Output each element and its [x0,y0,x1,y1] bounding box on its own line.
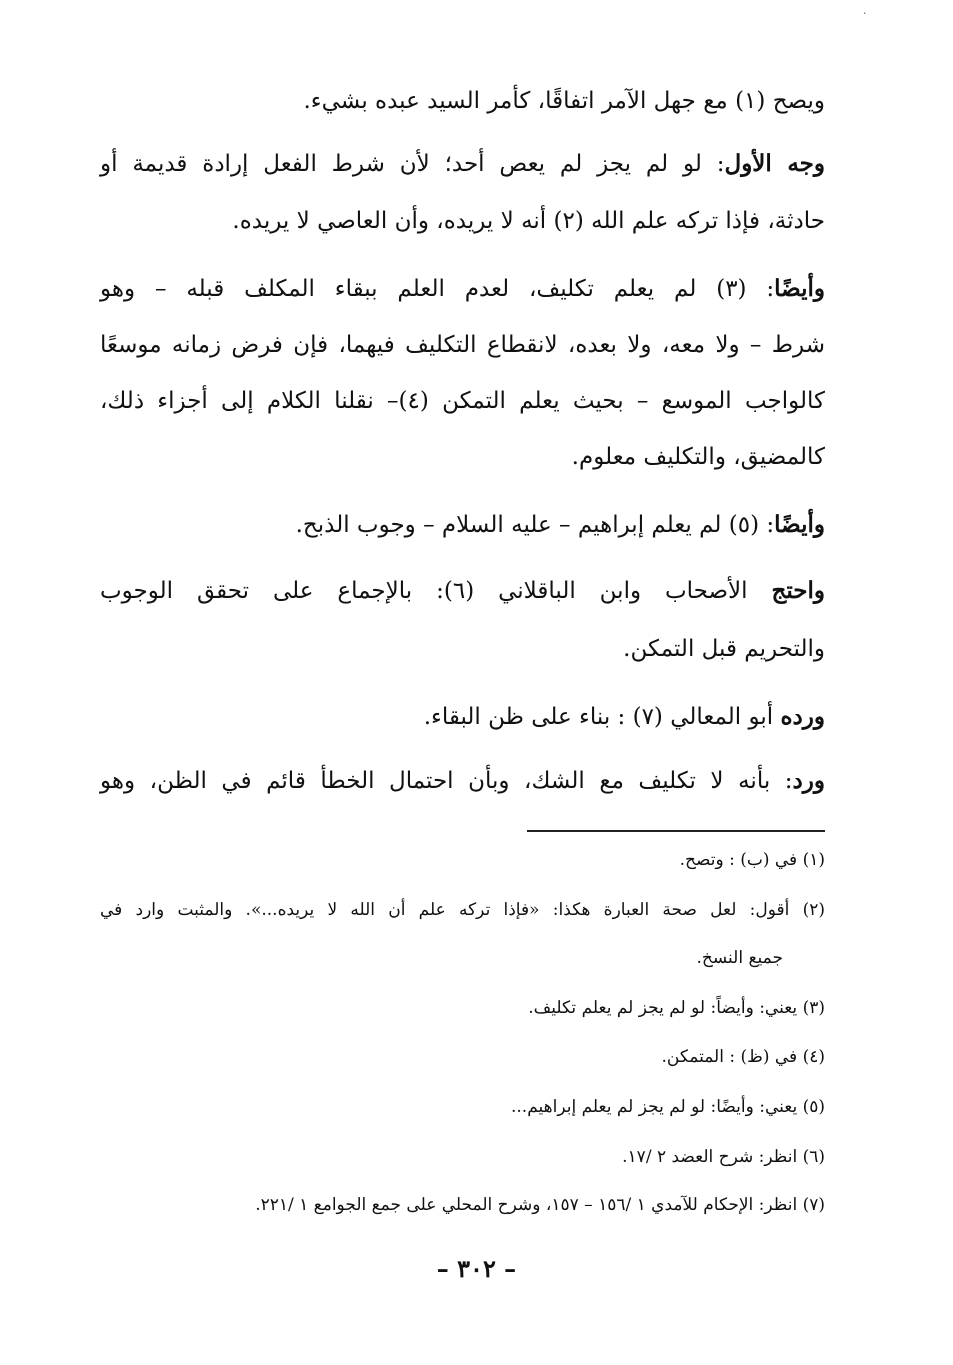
paragraph-lead: ورد [792,767,825,794]
paragraph-lead: وأيضًا [774,511,825,538]
paragraph-text: : بأنه لا تكليف مع الشك، وبأن احتمال الخطأ قائم في الظن، وهو [100,768,793,794]
paragraph-line [296,510,825,540]
paragraph-text: : (٥) لم يعلم إبراهيم – عليه السلام – وجوب الذبح. [295,512,775,538]
paragraph-line [100,766,825,796]
footnote: (٥) يعني: وأيضًا: لو لم يجز لم يعلم إبراهيم... [510,1097,825,1117]
paragraph-lead: وأيضًا [774,275,825,302]
paragraph-text: : لو لم يجز لم يعص أحد؛ لأن شرط الفعل إرادة قديمة أو [100,151,725,177]
footnote: (٧) انظر: الإحكام للآمدي ١ /١٥٦ – ١٥٧، وشرح المحلي على جمع الجوامع ١ /٢٢١. [255,1195,825,1215]
corner-mark: ٠ [862,8,868,19]
page-number: – ٣٠٢ – [436,1254,517,1283]
paragraph-line [100,149,825,179]
paragraph-line: ويصح (١) مع جهل الآمر اتفاقًا، كأمر السيد عبده بشيء. [303,88,825,114]
paragraph-lead: واحتج [771,577,825,604]
footnote: (٦) انظر: شرح العضد ٢ /١٧. [622,1147,825,1167]
paragraph-line [100,576,825,606]
footnote-divider [527,830,825,832]
paragraph-line [424,702,825,732]
paragraph-line: كالواجب الموسع – بحيث يعلم التمكن (٤)– نقلنا الكلام إلى أجزاء ذلك، [100,388,825,414]
paragraph-line: حادثة، فإذا تركه علم الله (٢) أنه لا يريده، وأن العاصي لا يريده. [232,208,825,234]
paragraph-line: شرط – ولا معه، ولا بعده، لانقطاع التكليف فيهما، فإن فرض زمانه موسعًا [100,332,825,358]
paragraph-text: : (٣) لم يعلم تكليف، لعدم العلم ببقاء المكلف قبله – وهو [100,276,775,302]
footnote: (١) في (ب) : وتصح. [679,850,825,870]
paragraph-text: الأصحاب وابن الباقلاني (٦): بالإجماع على تحقق الوجوب [100,578,772,604]
paragraph-text: أبو المعالي (٧) : بناء على ظن البقاء. [423,704,781,730]
paragraph-line [100,274,825,304]
paragraph-lead: ورده [780,703,825,730]
footnote: (٢) أقول: لعل صحة العبارة هكذا: «فإذا تركه علم أن الله لا يريده...». والمثبت وارد في [100,900,825,920]
footnote: (٣) يعني: وأيضاً: لو لم يجز لم يعلم تكليف. [528,998,825,1018]
footnote-continuation: جميع النسخ. [696,948,783,968]
footnote: (٤) في (ظ) : المتمكن. [661,1047,825,1067]
paragraph-lead: وجه الأول [724,150,825,177]
paragraph-line: كالمضيق، والتكليف معلوم. [571,444,825,470]
paragraph-line: والتحريم قبل التمكن. [623,636,825,662]
